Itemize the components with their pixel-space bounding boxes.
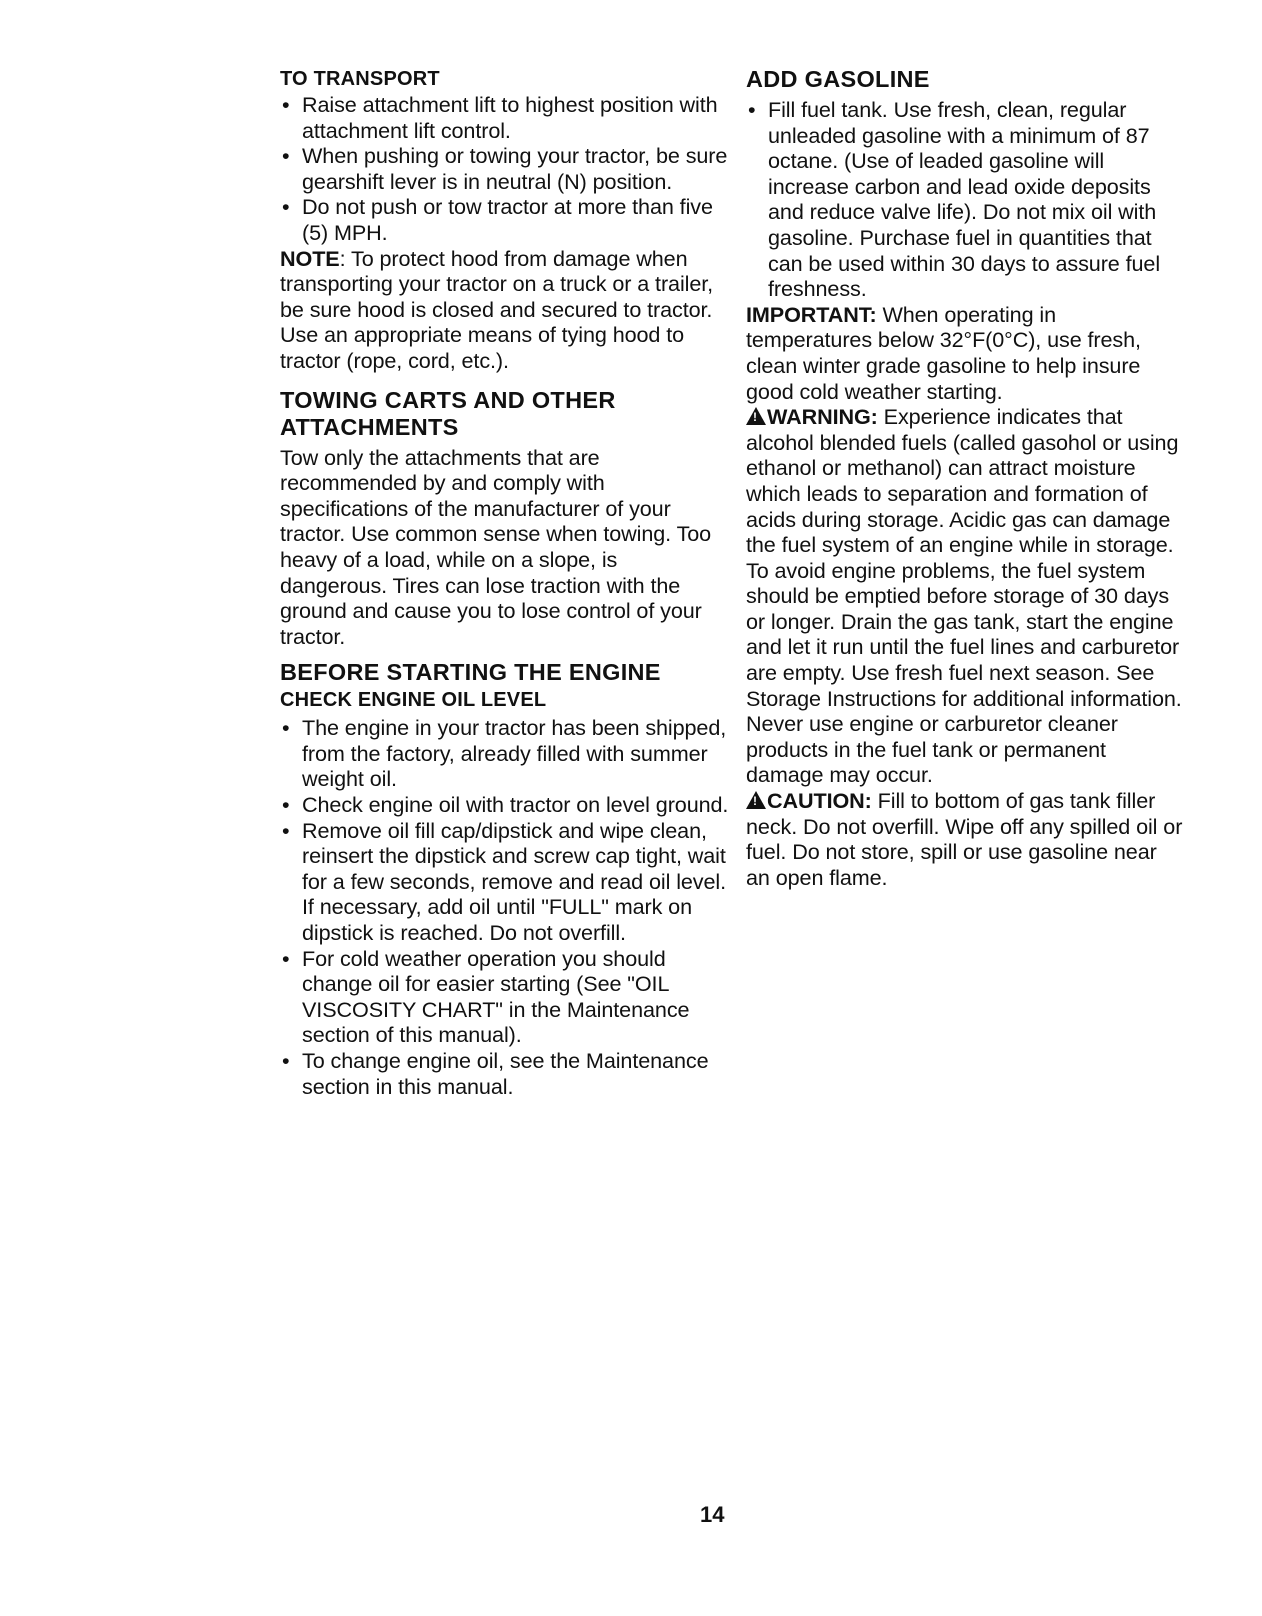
oil-bullet-list (280, 715, 730, 1099)
list-item: • Raise attachment lift to highest position with attachment lift control. (282, 92, 718, 143)
list-item: • For cold weather operation you should change oil for easier starting (See "OIL VISCOSITY CHART" in the Maintenance section of this manual). (282, 945, 690, 1048)
to-transport-heading: TO TRANSPORT (280, 68, 440, 90)
warning-triangle-icon (746, 407, 766, 425)
list-item: • Remove oil fill cap/dipstick and wipe clean, reinsert the dipstick and screw cap tight, wait for a few seconds, remove and read oil level. If necessary, add oil until "FULL" mark on dipstick is reached. Do not overfill. (282, 817, 727, 946)
caution-triangle-icon (746, 791, 766, 809)
right-column (746, 66, 1186, 890)
bullet-icon: • (282, 194, 290, 220)
bullet-icon: • (748, 97, 756, 122)
bullet-icon: • (282, 792, 290, 818)
list-item: • Fill fuel tank. Use fresh, clean, regular unleaded gasoline with a minimum of 87 octane. (Use of leaded gasoline will increase carbon and lead oxide deposits and reduce valve life). Do not mix oil with gasoline. Purchase fuel in quantities that can be used within 30 days to assure fuel freshness. (748, 97, 1161, 302)
bullet-icon: • (282, 715, 290, 741)
towing-paragraph: Tow only the attachments that are recommended by and comply with specifications of the manufacturer of your tractor. Use common sense when towing. Too heavy of a load, while on a slope, is dangerous. Tires can lose traction with the ground and cause you to lose control of your tractor. (280, 444, 712, 649)
page-number: 14 (700, 1502, 725, 1527)
bullet-icon: • (282, 817, 290, 843)
warning-paragraph: !WARNING: Experience indicates that alcohol blended fuels (called gasohol or using ethanol or methanol) can attract moisture which leads to separation and formation of acids during storage. Acidic gas can damage the fuel system of an engine while in storage. To avoid engine problems, the fuel system should be emptied before storage of 30 days or longer. Drain the gas tank, start the engine and let it run until the fuel lines and carburetor are empty. Use fresh fuel next season. See Storage Instructions for additional information. Never use engine or carburetor cleaner products in the fuel tank or permanent damage may occur. (746, 404, 1186, 788)
list-item: • Do not push or tow tractor at more than five (5) MPH. (282, 194, 713, 245)
warning-label: WARNING: (767, 404, 878, 430)
caution-paragraph: !CAUTION: Fill to bottom of gas tank filler neck. Do not overfill. Wipe off any spilled oil or fuel. Do not store, spill or use gasoline near an open flame. (746, 788, 1186, 890)
important-paragraph: IMPORTANT: When operating in temperatures below 32°F(0°C), use fresh, clean winter grade gasoline to help insure good cold weather starting. (746, 301, 1141, 404)
check-oil-subheading: CHECK ENGINE OIL LEVEL (280, 689, 547, 712)
left-column (280, 66, 730, 1099)
list-item: • To change engine oil, see the Maintenance section in this manual. (282, 1048, 709, 1099)
bullet-icon: • (282, 92, 290, 117)
list-item: • The engine in your tractor has been shipped, from the factory, already filled with summer weight oil. (282, 715, 727, 792)
note-text: : To protect hood from damage when transporting your tractor on a truck or a trailer, be sure hood is closed and secured to tractor. Use an appropriate means of tying hood to tractor (rope, cord, etc.). (280, 245, 714, 373)
bullet-icon: • (282, 945, 290, 971)
towing-carts-heading: TOWING CARTS AND OTHER ATTACHMENTS (280, 386, 616, 440)
add-gasoline-heading: ADD GASOLINE (746, 66, 930, 92)
transport-note (280, 246, 730, 374)
important-label: IMPORTANT: (746, 301, 877, 327)
list-item: • When pushing or towing your tractor, be sure gearshift lever is in neutral (N) position. (282, 143, 728, 194)
list-item: • Check engine oil with tractor on level ground. (282, 792, 729, 818)
transport-bullet-list (280, 92, 730, 246)
note-label: NOTE (280, 245, 340, 271)
gasoline-bullet-list (746, 97, 1186, 302)
before-starting-heading: BEFORE STARTING THE ENGINE (280, 659, 661, 686)
bullet-icon: • (282, 143, 290, 169)
caution-label: CAUTION: (767, 788, 872, 814)
bullet-icon: • (282, 1048, 290, 1073)
